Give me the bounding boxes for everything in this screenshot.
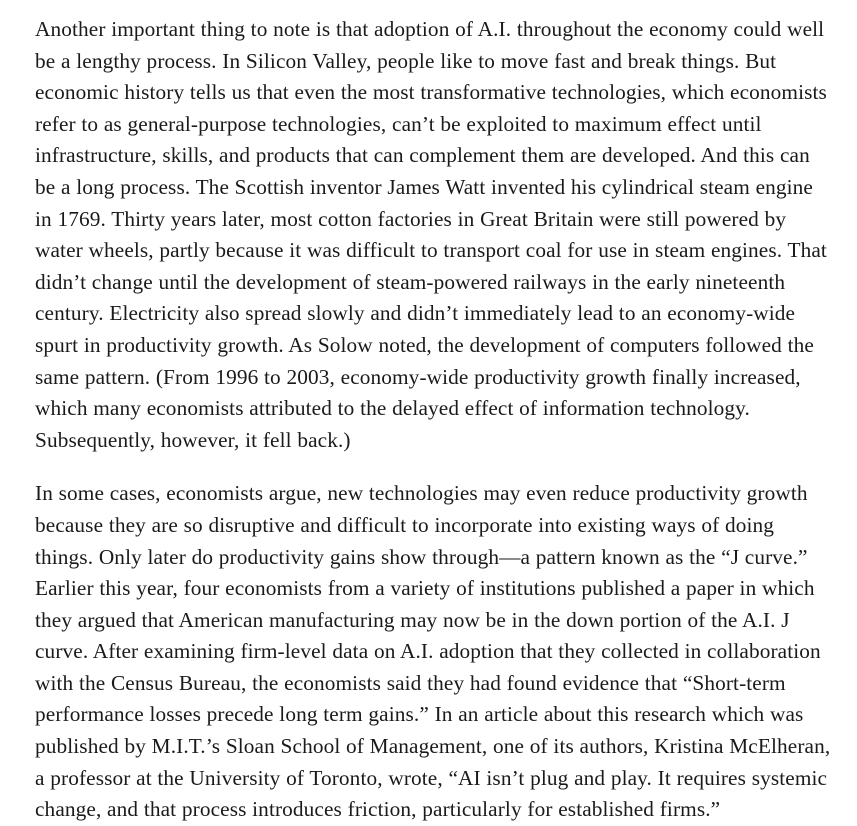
paragraph-ai-adoption-lengthy-process: Another important thing to note is that adoption of A.I. throughout the economy could well be a lengthy process. In Silicon Valley, people like to move fast and break things. But economic history tells us that even the most transformative technologies, which economists refer to as general-purpose technologies, can’t be exploited to maximum effect until infrastructure, skills, and products that can complement them are developed. And this can be a long process. The Scottish inventor James Watt invented his cylindrical steam engine in 1769. Thirty years later, most cotton factories in Great Britain were still powered by water wheels, partly because it was difficult to transport coal for use in steam engines. That didn’t change until the development of steam-powered railways in the early nineteenth century. Electricity also spread slowly and didn’t immediately lead to an economy-wide spurt in productivity growth. As Solow noted, the development of computers followed the same pattern. (From 1996 to 2003, economy-wide productivity growth finally increased, which many economists attributed to the delayed effect of information technology. Subsequently, however, it fell back.) [35, 17, 827, 452]
paragraph-j-curve: In some cases, economists argue, new technologies may even reduce productivity growth because they are so disruptive and difficult to incorporate into existing ways of doing things. Only later do productivity gains show through—a pattern known as the “J curve.” Earlier this year, four economists from a variety of institutions published a paper in which they argued that American manufacturing may now be in the down portion of the A.I. J curve. After examining firm-level data on A.I. adoption that they collected in collaboration with the Census Bureau, the economists said they had found evidence that “Short-term performance losses precede long term gains.” In an article about this research which was published by M.I.T.’s Sloan School of Management, one of its authors, Kristina McElheran, a professor at the University of Toronto, wrote, “AI isn’t plug and play. It requires systemic change, and that process introduces friction, particularly for established firms.” [35, 481, 831, 822]
